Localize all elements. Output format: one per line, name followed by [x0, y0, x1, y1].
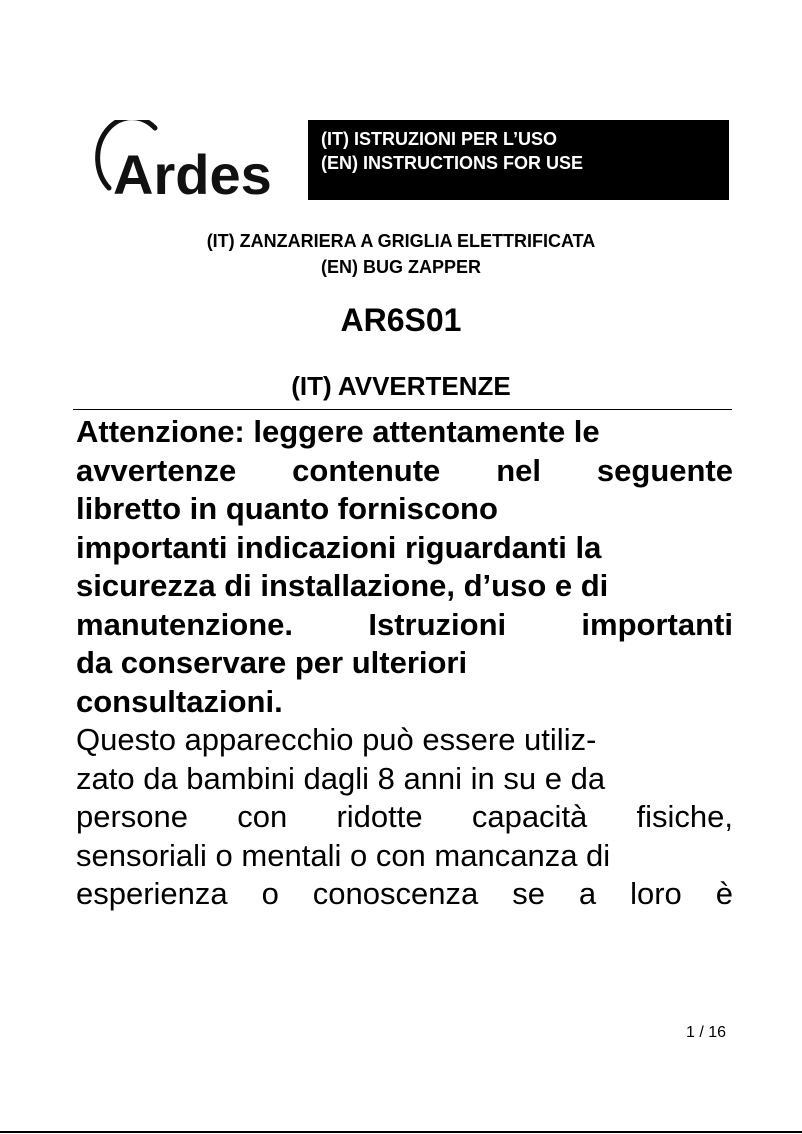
logo-wordmark: Ardes: [113, 143, 272, 200]
body-line: esperienza o conoscenza se a loro è: [76, 876, 733, 911]
warning-text-block: [76, 413, 733, 914]
body-line: Questo apparecchio può essere utiliz-: [76, 722, 597, 757]
warning-line: manutenzione. Istruzioni importanti: [76, 606, 733, 642]
warning-line: avvertenze contenute nel seguente: [76, 452, 733, 488]
warning-line: da conservare per ulteriori: [76, 645, 468, 680]
warning-line: sicurezza di installazione, d’uso e di: [76, 568, 609, 603]
warning-line: Attenzione: leggere attentamente le: [76, 414, 600, 449]
body-line: zato da bambini dagli 8 anni in su e da: [76, 760, 606, 796]
header-line-en: (EN) INSTRUCTIONS FOR USE: [321, 153, 584, 173]
product-title-it: (IT) ZANZARIERA A GRIGLIA ELETTRIFICATA: [206, 231, 596, 251]
header-line-it: (IT) ISTRUZIONI PER L’USO: [321, 129, 558, 149]
section-heading: (IT) AVVERTENZE: [291, 371, 511, 401]
heading-divider: [73, 409, 732, 410]
instructions-header-box: [308, 120, 729, 200]
body-line: sensoriali o mentali o con mancanza di: [76, 837, 611, 873]
product-title-en: (EN) BUG ZAPPER: [320, 257, 481, 277]
page-number: 1 / 16: [685, 1024, 726, 1041]
page-bottom-edge: [0, 1131, 802, 1133]
body-line: persone con ridotte capacità fisiche,: [76, 799, 733, 834]
warning-line: importanti indicazioni riguardanti la: [76, 529, 602, 565]
product-titles: [0, 228, 802, 280]
model-number: AR6S01: [340, 302, 462, 338]
warning-line: libretto in quanto forniscono: [76, 491, 498, 526]
ardes-logo: [95, 120, 295, 200]
warning-line: consultazioni.: [76, 683, 283, 719]
